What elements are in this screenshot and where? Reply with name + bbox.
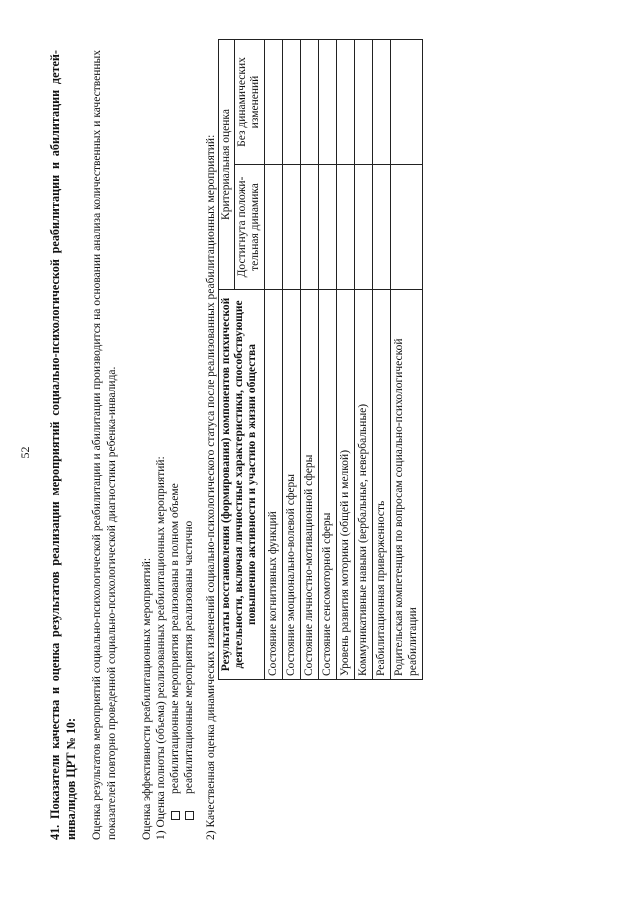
row-label: Состояние личностно-мотивационной сферы — [300, 290, 318, 680]
row-label: Состояние сенсомоторной сферы — [318, 290, 336, 680]
cell-positive[interactable] — [318, 165, 336, 290]
table-row — [318, 40, 336, 680]
cell-no-change[interactable] — [390, 40, 422, 165]
row-label: Состояние когнитивных функций — [264, 290, 282, 680]
header-positive: Достигнута положи-тельная динамика — [235, 165, 264, 290]
option-label: реабилитационные мероприятия реализованы в полном объеме — [169, 483, 181, 794]
intro-paragraph: Оценка результатов мероприятий социально-психологической реабилитации и абилитации производится на основании анализа количественных и качественных показателей повторно проведенной социально-психологической диагностики ребенка-инвалида. — [91, 50, 118, 840]
option-full[interactable] — [168, 483, 183, 820]
cell-positive[interactable] — [390, 165, 422, 290]
table-row — [336, 40, 354, 680]
cell-no-change[interactable] — [282, 40, 300, 165]
cell-no-change[interactable] — [300, 40, 318, 165]
cell-no-change[interactable] — [264, 40, 282, 165]
row-label: Уровень развития моторики (общей и мелкой) — [336, 290, 354, 680]
question-1: 1) Оценка полноты (объема) реализованных реабилитационных мероприятий: — [155, 456, 167, 840]
table-row — [264, 40, 282, 680]
option-label: реабилитационные мероприятия реализованы частично — [183, 520, 195, 794]
cell-positive[interactable] — [354, 165, 372, 290]
assessment-table — [218, 39, 423, 680]
cell-positive[interactable] — [282, 165, 300, 290]
table-row — [390, 40, 422, 680]
effectiveness-title: Оценка эффективности реабилитационных мероприятий: — [141, 557, 153, 840]
cell-positive[interactable] — [300, 165, 318, 290]
cell-positive[interactable] — [372, 165, 390, 290]
header-criteria: Критериальная оценка — [219, 40, 235, 290]
row-label: Состояние эмоционально-волевой сферы — [282, 290, 300, 680]
table-row — [282, 40, 300, 680]
section-heading: 41. Показатели качества и оценка результатов реализации мероприятий социально-психологической реабилитации и абилитации детей-инвалидов ЦРТ № 10: — [48, 50, 78, 840]
row-label: Родительская компетенция по вопросам социально-психологической реабилитации — [390, 290, 422, 680]
header-no-change: Без динамических изменений — [235, 40, 264, 165]
cell-no-change[interactable] — [318, 40, 336, 165]
table-row — [372, 40, 390, 680]
cell-positive[interactable] — [336, 165, 354, 290]
checkbox-icon[interactable] — [171, 811, 180, 820]
question-2: 2) Качественная оценка динамических изменений социально-психологического статуса после реализованных реабилитационных мероприятий: — [205, 134, 217, 840]
cell-no-change[interactable] — [354, 40, 372, 165]
page-number: 52 — [18, 446, 32, 459]
row-label: Реабилитационная приверженность — [372, 290, 390, 680]
table-row — [300, 40, 318, 680]
table-row — [354, 40, 372, 680]
option-partial[interactable] — [182, 521, 197, 820]
row-label: Коммуникативные навыки (вербальные, невербальные) — [354, 290, 372, 680]
header-results: Результаты восстановления (формирования) компонентов психической деятельности, включая личностные характеристики, способствующие повышению активности и участию в жизни общества — [219, 290, 265, 680]
checkbox-icon[interactable] — [185, 811, 194, 820]
cell-no-change[interactable] — [372, 40, 390, 165]
cell-positive[interactable] — [264, 165, 282, 290]
cell-no-change[interactable] — [336, 40, 354, 165]
